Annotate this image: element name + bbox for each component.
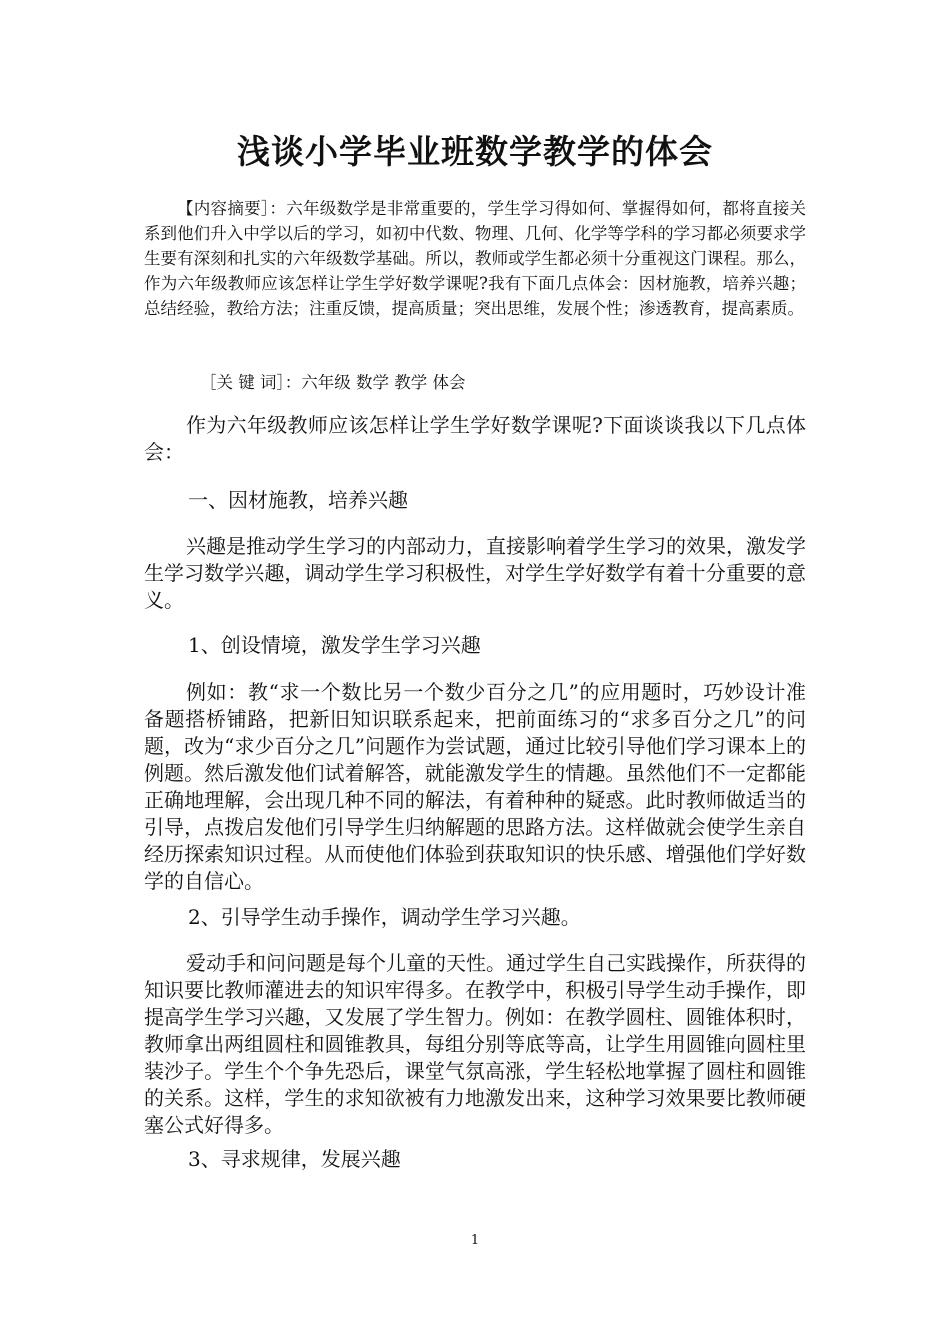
subsection-paragraph: 例如：教“求一个数比另一个数少百分之几”的应用题时，巧妙设计准备题搭桥铺路，把新旧知识联系起来，把前面练习的“求多百分之几”的问题，改为“求少百分之几”问题作为尝试题，通过比较引导他们学习课本上的例题。然后激发他们试着解答，就能激发学生的情趣。虽然他们不一定都能正确地理解，会出现几种不同的解法，有着种种的疑惑。此时教师做适当的引导，点拨启发他们引导学生归纳解题的思路方法。这样做就会使学生亲自经历探索知识过程。从而使他们体验到获取知识的快乐感、增强他们学好数学的自信心。 bbox=[144, 680, 806, 893]
subsection-heading: 1、创设情境，激发学生学习兴趣 bbox=[188, 633, 481, 657]
subsection-heading: 2、引导学生动手操作，调动学生学习兴趣。 bbox=[188, 905, 581, 929]
page-number: 1 bbox=[470, 1233, 480, 1248]
document-title: 浅谈小学毕业班数学教学的体会 bbox=[237, 132, 713, 171]
subsection-heading: 3、寻求规律，发展兴趣 bbox=[188, 1147, 401, 1171]
subsection-paragraph: 爱动手和问问题是每个儿童的天性。通过学生自己实践操作，所获得的知识要比教师灌进去的知识牢得多。在教学中，积极引导学生动手操作，即提高学生学习兴趣，又发展了学生智力。例如：在教学圆柱、圆锥体积时，教师拿出两组圆柱和圆锥教具，每组分别等底等高，让学生用圆锥向圆柱里装沙子。学生个个争先恐后，课堂气氛高涨，学生轻松地掌握了圆柱和圆锥的关系。这样，学生的求知欲被有力地激发出来，这种学习效果要比教师硬塞公式好得多。 bbox=[144, 951, 806, 1137]
section-heading: 一、因材施教，培养兴趣 bbox=[188, 488, 408, 512]
intro-paragraph: 作为六年级教师应该怎样让学生学好数学课呢?下面谈谈我以下几点体会： bbox=[144, 413, 806, 464]
abstract-paragraph: 【内容摘要］：六年级数学是非常重要的，学生学习得如何、掌握得如何，都将直接关系到他们升入中学以后的学习，如初中代数、物理、几何、化学等学科的学习都必须要求学生要有深刻和扎实的六年级数学基础。所以，教师或学生都必须十分重视这门课程。那么，作为六年级教师应该怎样让学生学好数学课呢?我有下面几点体会：因材施教，培养兴趣；总结经验，教给方法；注重反馈，提高质量；突出思维，发展个性；渗透教育，提高素质。 bbox=[144, 199, 806, 318]
section-paragraph: 兴趣是推动学生学习的内部动力，直接影响着学生学习的效果，激发学生学习数学兴趣，调动学生学习积极性，对学生学好数学有着十分重要的意义。 bbox=[144, 534, 806, 612]
keywords-line: ［关 键 词］：六年级 数学 教学 体会 bbox=[200, 373, 466, 392]
